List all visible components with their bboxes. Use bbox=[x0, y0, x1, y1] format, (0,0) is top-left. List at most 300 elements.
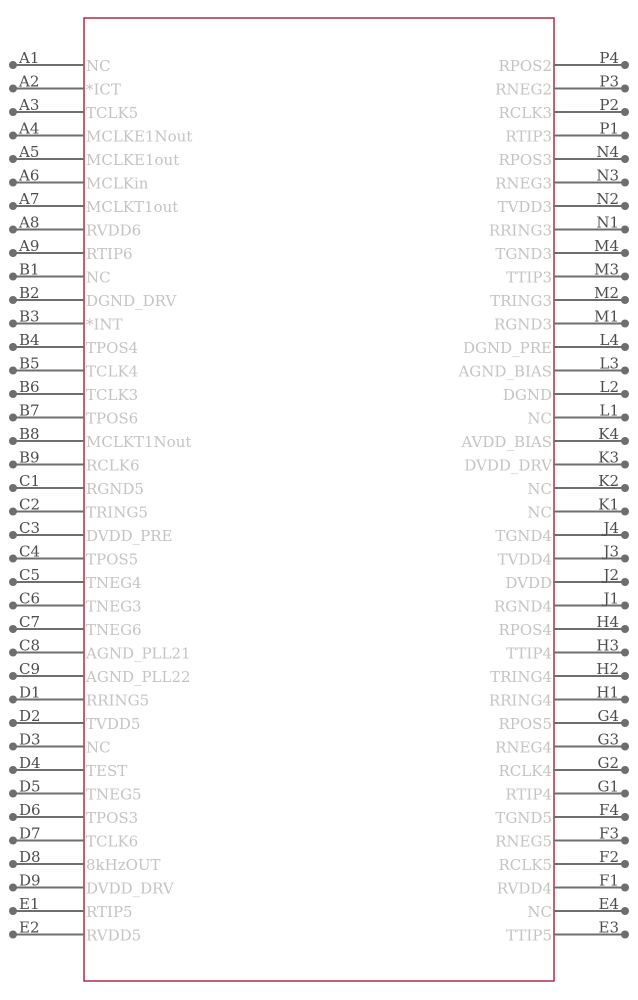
pin-c5 bbox=[9, 566, 142, 592]
pin-terminal-dot bbox=[621, 672, 629, 680]
pin-h3 bbox=[506, 637, 629, 663]
pin-name: RPOS4 bbox=[498, 621, 552, 639]
pin-terminal-dot bbox=[9, 790, 17, 798]
pin-name: RPOS3 bbox=[498, 151, 552, 169]
pin-e2 bbox=[9, 919, 141, 945]
pin-f3 bbox=[495, 825, 629, 851]
pin-name: TTIP5 bbox=[506, 926, 552, 945]
pin-name: TNEG4 bbox=[86, 574, 142, 592]
pin-number: E1 bbox=[19, 895, 40, 913]
pin-c2 bbox=[9, 496, 148, 522]
pin-name: DVDD_DRV bbox=[464, 456, 552, 475]
pin-number: C9 bbox=[19, 660, 41, 678]
pin-d3 bbox=[9, 731, 111, 757]
pin-terminal-dot bbox=[621, 578, 629, 586]
pin-name: NC bbox=[527, 480, 552, 498]
pin-name: RGND5 bbox=[86, 480, 144, 498]
pin-number: G2 bbox=[597, 754, 619, 772]
pin-a8 bbox=[9, 214, 141, 240]
pin-name: RVDD4 bbox=[496, 879, 552, 898]
pin-n1 bbox=[489, 214, 629, 240]
pin-name: TTIP3 bbox=[506, 268, 552, 287]
pin-terminal-dot bbox=[9, 931, 17, 939]
pin-c3 bbox=[9, 519, 172, 545]
pin-k3 bbox=[464, 449, 629, 475]
pin-number: L1 bbox=[599, 401, 619, 420]
pin-terminal-dot bbox=[621, 367, 629, 375]
pin-terminal-dot bbox=[621, 931, 629, 939]
pin-terminal-dot bbox=[621, 61, 629, 69]
pin-h2 bbox=[490, 660, 629, 686]
pin-number: F4 bbox=[599, 801, 619, 819]
pin-n4 bbox=[498, 143, 629, 169]
pin-terminal-dot bbox=[9, 508, 17, 516]
pin-h1 bbox=[489, 684, 629, 710]
pin-name: DGND bbox=[502, 386, 552, 404]
pin-terminal-dot bbox=[9, 85, 17, 93]
pin-name: TGND5 bbox=[495, 809, 552, 827]
pin-b7 bbox=[9, 402, 138, 428]
pin-name: NC bbox=[527, 503, 552, 522]
pin-name: RRING5 bbox=[86, 691, 150, 710]
pin-g1 bbox=[505, 778, 629, 804]
pin-f1 bbox=[497, 872, 629, 898]
pin-number: L2 bbox=[599, 378, 619, 396]
pin-b8 bbox=[9, 425, 191, 451]
pin-name: NC bbox=[86, 268, 111, 287]
pin-j1 bbox=[494, 590, 629, 616]
pin-f4 bbox=[495, 801, 629, 827]
pin-a3 bbox=[9, 96, 138, 122]
pin-number: A5 bbox=[19, 143, 40, 161]
pin-number: B9 bbox=[19, 448, 40, 467]
pin-terminal-dot bbox=[621, 249, 629, 257]
pin-number: B6 bbox=[19, 378, 40, 396]
pin-terminal-dot bbox=[621, 743, 629, 751]
pin-number: P1 bbox=[599, 119, 619, 138]
pin-terminal-dot bbox=[9, 179, 17, 187]
pin-terminal-dot bbox=[621, 907, 629, 915]
pin-number: J1 bbox=[603, 589, 619, 608]
pin-terminal-dot bbox=[621, 437, 629, 445]
pin-terminal-dot bbox=[621, 226, 629, 234]
pin-number: A7 bbox=[19, 190, 40, 208]
pin-terminal-dot bbox=[9, 602, 17, 610]
pin-name: MCLKT1out bbox=[86, 198, 179, 216]
pin-terminal-dot bbox=[621, 813, 629, 821]
pin-number: G4 bbox=[597, 707, 619, 725]
pin-terminal-dot bbox=[9, 672, 17, 680]
pin-terminal-dot bbox=[9, 461, 17, 469]
pin-a2 bbox=[9, 73, 121, 99]
pin-number: P2 bbox=[599, 96, 619, 114]
pin-l1 bbox=[527, 402, 629, 428]
pin-name: TNEG6 bbox=[86, 621, 142, 639]
pin-name: TPOS4 bbox=[86, 339, 139, 357]
pin-d8 bbox=[9, 848, 161, 874]
pin-c1 bbox=[9, 472, 144, 498]
pin-number: K3 bbox=[598, 448, 619, 467]
pin-name: TVDD5 bbox=[86, 715, 141, 733]
pin-number: A8 bbox=[19, 213, 40, 232]
pin-name: NC bbox=[86, 57, 111, 75]
pin-name: DVDD_PRE bbox=[86, 527, 173, 545]
pin-name: RTIP6 bbox=[86, 245, 133, 263]
pin-number: C1 bbox=[19, 472, 41, 490]
pin-terminal-dot bbox=[9, 437, 17, 445]
pin-name: RGND4 bbox=[494, 597, 552, 616]
pin-terminal-dot bbox=[9, 226, 17, 234]
pin-number: C4 bbox=[19, 542, 41, 561]
pin-e1 bbox=[9, 895, 133, 921]
pin-name: RRING3 bbox=[488, 221, 552, 240]
pin-terminal-dot bbox=[9, 132, 17, 140]
pin-name: TRING3 bbox=[490, 292, 552, 310]
pin-terminal-dot bbox=[9, 860, 17, 868]
pin-terminal-dot bbox=[9, 813, 17, 821]
pin-m4 bbox=[495, 237, 629, 263]
pin-terminal-dot bbox=[9, 766, 17, 774]
pin-name: TVDD4 bbox=[497, 550, 552, 569]
pin-number: G1 bbox=[597, 777, 619, 796]
pin-terminal-dot bbox=[9, 296, 17, 304]
pin-terminal-dot bbox=[9, 649, 17, 657]
pin-terminal-dot bbox=[621, 179, 629, 187]
pin-name: NC bbox=[527, 409, 552, 428]
pin-c9 bbox=[9, 660, 191, 686]
pin-number: L4 bbox=[599, 331, 619, 349]
pin-terminal-dot bbox=[621, 85, 629, 93]
pin-name: TCLK6 bbox=[86, 832, 139, 851]
pin-name: TGND3 bbox=[495, 245, 552, 263]
pin-name: MCLKin bbox=[86, 174, 149, 193]
pin-number: C6 bbox=[19, 589, 41, 608]
pin-number: K1 bbox=[598, 495, 619, 514]
pin-name: TEST bbox=[86, 762, 128, 780]
pin-number: A4 bbox=[19, 119, 40, 138]
pin-name: TVDD3 bbox=[497, 198, 552, 216]
pin-name: MCLKE1Nout bbox=[86, 127, 193, 146]
pin-d5 bbox=[9, 778, 142, 804]
pin-name: RVDD6 bbox=[86, 221, 142, 240]
pin-name: DGND_PRE bbox=[463, 339, 552, 357]
pin-number: C7 bbox=[19, 613, 41, 631]
pin-a7 bbox=[9, 190, 178, 216]
pin-terminal-dot bbox=[621, 649, 629, 657]
pin-terminal-dot bbox=[621, 202, 629, 210]
pin-terminal-dot bbox=[9, 367, 17, 375]
pin-number: M3 bbox=[594, 260, 619, 279]
pin-name: *ICT bbox=[86, 80, 121, 99]
pin-number: D9 bbox=[19, 871, 41, 890]
pin-terminal-dot bbox=[621, 414, 629, 422]
pin-number: A2 bbox=[19, 72, 40, 91]
pin-l2 bbox=[503, 378, 629, 404]
pin-b9 bbox=[9, 449, 139, 475]
pin-number: A9 bbox=[19, 237, 40, 255]
pin-number: M4 bbox=[594, 237, 619, 255]
pin-terminal-dot bbox=[9, 884, 17, 892]
pin-name: RTIP3 bbox=[505, 127, 552, 146]
pin-number: B5 bbox=[19, 354, 40, 373]
pin-number: E2 bbox=[19, 918, 40, 937]
pin-number: L3 bbox=[599, 354, 619, 373]
pin-number: A3 bbox=[19, 96, 40, 114]
pin-k1 bbox=[527, 496, 629, 522]
pin-name: DVDD_DRV bbox=[86, 879, 174, 898]
pin-c8 bbox=[9, 637, 191, 663]
pin-name: TNEG5 bbox=[86, 785, 142, 804]
pin-name: RPOS5 bbox=[498, 715, 552, 733]
pin-name: AGND_PLL21 bbox=[86, 644, 191, 663]
left-pin-group bbox=[9, 49, 192, 945]
pin-terminal-dot bbox=[9, 484, 17, 492]
pin-number: P3 bbox=[599, 72, 619, 91]
pin-number: K2 bbox=[598, 472, 619, 490]
pin-b6 bbox=[9, 378, 138, 404]
pin-number: E3 bbox=[598, 918, 619, 937]
pin-number: N1 bbox=[596, 213, 619, 232]
pin-l4 bbox=[463, 331, 629, 357]
pin-number: D7 bbox=[19, 824, 41, 843]
pin-k2 bbox=[527, 472, 629, 498]
pin-terminal-dot bbox=[9, 555, 17, 563]
pin-number: J4 bbox=[603, 519, 619, 537]
pin-name: RNEG4 bbox=[495, 738, 552, 757]
pin-terminal-dot bbox=[9, 743, 17, 751]
pin-terminal-dot bbox=[9, 414, 17, 422]
pin-name: MCLKT1Nout bbox=[86, 433, 192, 451]
pin-number: B3 bbox=[19, 307, 40, 326]
pin-name: TRING5 bbox=[86, 503, 148, 522]
pin-terminal-dot bbox=[621, 696, 629, 704]
pin-number: D2 bbox=[19, 707, 41, 725]
pin-terminal-dot bbox=[9, 907, 17, 915]
pin-number: P4 bbox=[599, 49, 619, 67]
pin-b1 bbox=[9, 261, 111, 287]
pin-number: K4 bbox=[598, 425, 619, 443]
pin-m1 bbox=[494, 308, 629, 334]
pin-number: D5 bbox=[19, 777, 41, 796]
pin-d4 bbox=[9, 754, 127, 780]
pin-j4 bbox=[495, 519, 629, 545]
pin-terminal-dot bbox=[9, 531, 17, 539]
pin-number: D8 bbox=[19, 848, 41, 866]
pin-terminal-dot bbox=[621, 132, 629, 140]
pin-h4 bbox=[498, 613, 629, 639]
pin-name: TPOS5 bbox=[86, 550, 139, 569]
pin-number: C2 bbox=[19, 495, 41, 514]
pin-terminal-dot bbox=[621, 390, 629, 398]
pin-number: J3 bbox=[603, 542, 619, 561]
pin-terminal-dot bbox=[621, 719, 629, 727]
pin-number: B8 bbox=[19, 425, 40, 443]
pin-m3 bbox=[506, 261, 629, 287]
pin-terminal-dot bbox=[621, 343, 629, 351]
pin-name: RCLK4 bbox=[498, 762, 552, 780]
pin-terminal-dot bbox=[9, 696, 17, 704]
pin-name: TCLK3 bbox=[86, 386, 139, 404]
pin-j3 bbox=[498, 543, 629, 569]
pin-terminal-dot bbox=[621, 461, 629, 469]
pin-p3 bbox=[495, 73, 629, 99]
pin-d7 bbox=[9, 825, 138, 851]
pin-c6 bbox=[9, 590, 142, 616]
pin-terminal-dot bbox=[621, 108, 629, 116]
pin-name: RNEG2 bbox=[495, 80, 552, 99]
pin-terminal-dot bbox=[621, 296, 629, 304]
pin-name: AGND_PLL22 bbox=[86, 668, 191, 686]
pin-name: TCLK5 bbox=[86, 104, 139, 122]
pin-number: A1 bbox=[19, 49, 40, 67]
pin-c4 bbox=[9, 543, 138, 569]
pin-terminal-dot bbox=[621, 555, 629, 563]
pin-name: *INT bbox=[86, 315, 123, 334]
pin-number: N3 bbox=[596, 166, 619, 185]
pin-terminal-dot bbox=[9, 320, 17, 328]
pin-terminal-dot bbox=[621, 320, 629, 328]
pin-name: DGND_DRV bbox=[86, 292, 177, 310]
pin-number: J2 bbox=[603, 566, 619, 584]
pin-number: B7 bbox=[19, 401, 40, 420]
pin-name: 8kHzOUT bbox=[86, 856, 161, 874]
pin-number: D3 bbox=[19, 730, 41, 749]
pin-terminal-dot bbox=[9, 249, 17, 257]
pin-number: N2 bbox=[596, 190, 619, 208]
pin-g3 bbox=[495, 731, 629, 757]
pin-name: AVDD_BIAS bbox=[461, 433, 552, 451]
pin-c7 bbox=[9, 613, 142, 639]
pin-terminal-dot bbox=[9, 719, 17, 727]
pin-number: H1 bbox=[596, 683, 619, 702]
pin-l3 bbox=[457, 355, 629, 381]
pin-number: F1 bbox=[599, 871, 619, 890]
pin-name: RCLK6 bbox=[86, 456, 140, 475]
pin-name: TTIP4 bbox=[506, 644, 552, 663]
pin-name: RCLK5 bbox=[498, 856, 552, 874]
pin-number: C8 bbox=[19, 636, 41, 655]
pin-f2 bbox=[499, 848, 629, 874]
pin-number: D1 bbox=[19, 683, 41, 702]
pin-terminal-dot bbox=[621, 155, 629, 163]
pin-d6 bbox=[9, 801, 138, 827]
pin-a5 bbox=[9, 143, 179, 169]
pin-name: NC bbox=[86, 738, 111, 757]
right-pin-group bbox=[457, 49, 629, 945]
pin-name: NC bbox=[527, 903, 552, 921]
pin-terminal-dot bbox=[621, 273, 629, 281]
pin-terminal-dot bbox=[621, 766, 629, 774]
pin-name: RNEG3 bbox=[495, 174, 552, 193]
pin-name: MCLKE1out bbox=[86, 151, 180, 169]
pin-name: TCLK4 bbox=[86, 362, 139, 381]
pin-name: TRING4 bbox=[490, 668, 552, 686]
pin-number: H2 bbox=[596, 660, 619, 678]
pin-name: RVDD5 bbox=[86, 926, 142, 945]
pin-name: RTIP4 bbox=[505, 785, 552, 804]
pin-m2 bbox=[490, 284, 629, 310]
pin-terminal-dot bbox=[9, 343, 17, 351]
pin-g4 bbox=[498, 707, 629, 733]
pin-j2 bbox=[505, 566, 629, 592]
pin-number: M1 bbox=[594, 307, 619, 326]
pin-number: B4 bbox=[19, 331, 40, 349]
pin-n3 bbox=[495, 167, 629, 193]
pin-name: RCLK3 bbox=[498, 104, 552, 122]
pin-number: M2 bbox=[594, 284, 619, 302]
pin-name: TGND4 bbox=[495, 527, 552, 545]
pin-terminal-dot bbox=[621, 602, 629, 610]
pin-terminal-dot bbox=[621, 884, 629, 892]
pin-number: H4 bbox=[596, 613, 619, 631]
pin-terminal-dot bbox=[9, 155, 17, 163]
pin-d2 bbox=[9, 707, 140, 733]
pin-number: B2 bbox=[19, 284, 40, 302]
pin-name: TPOS3 bbox=[86, 809, 139, 827]
pin-name: DVDD bbox=[505, 574, 552, 592]
pin-number: N4 bbox=[596, 143, 619, 161]
pin-number: E4 bbox=[598, 895, 619, 913]
pin-terminal-dot bbox=[9, 273, 17, 281]
pin-d1 bbox=[9, 684, 149, 710]
pin-name: AGND_BIAS bbox=[458, 362, 552, 381]
pin-number: F3 bbox=[599, 824, 619, 843]
pin-p1 bbox=[505, 120, 629, 146]
pin-a9 bbox=[9, 237, 133, 263]
pin-terminal-dot bbox=[9, 625, 17, 633]
pin-terminal-dot bbox=[621, 790, 629, 798]
pin-terminal-dot bbox=[9, 202, 17, 210]
pin-a1 bbox=[9, 49, 111, 75]
pin-terminal-dot bbox=[621, 531, 629, 539]
pin-name: RTIP5 bbox=[86, 903, 133, 921]
pin-number: A6 bbox=[19, 166, 40, 185]
pin-b5 bbox=[9, 355, 138, 381]
pin-name: RGND3 bbox=[494, 315, 552, 334]
pin-b2 bbox=[9, 284, 177, 310]
pin-terminal-dot bbox=[621, 625, 629, 633]
pin-terminal-dot bbox=[9, 61, 17, 69]
pin-terminal-dot bbox=[621, 484, 629, 492]
pin-name: TNEG3 bbox=[86, 597, 142, 616]
pin-p4 bbox=[498, 49, 629, 75]
pin-name: RNEG5 bbox=[495, 832, 552, 851]
pin-name: RPOS2 bbox=[498, 57, 552, 75]
pin-b3 bbox=[9, 308, 123, 334]
pin-number: C5 bbox=[19, 566, 41, 584]
pin-terminal-dot bbox=[621, 837, 629, 845]
pin-a6 bbox=[9, 167, 149, 193]
pin-terminal-dot bbox=[9, 578, 17, 586]
pin-d9 bbox=[9, 872, 175, 898]
pin-number: D4 bbox=[19, 754, 41, 772]
pin-name: TPOS6 bbox=[86, 409, 139, 428]
pin-n2 bbox=[498, 190, 629, 216]
pin-terminal-dot bbox=[9, 390, 17, 398]
pin-a4 bbox=[9, 120, 192, 146]
pin-g2 bbox=[499, 754, 629, 780]
pin-terminal-dot bbox=[9, 108, 17, 116]
pin-name: RRING4 bbox=[488, 691, 552, 710]
pin-number: B1 bbox=[19, 260, 40, 279]
pin-number: F2 bbox=[599, 848, 619, 866]
pin-terminal-dot bbox=[621, 860, 629, 868]
pin-number: G3 bbox=[597, 730, 619, 749]
pin-number: H3 bbox=[596, 636, 619, 655]
pin-b4 bbox=[9, 331, 138, 357]
pin-p2 bbox=[499, 96, 629, 122]
pin-e3 bbox=[506, 919, 629, 945]
